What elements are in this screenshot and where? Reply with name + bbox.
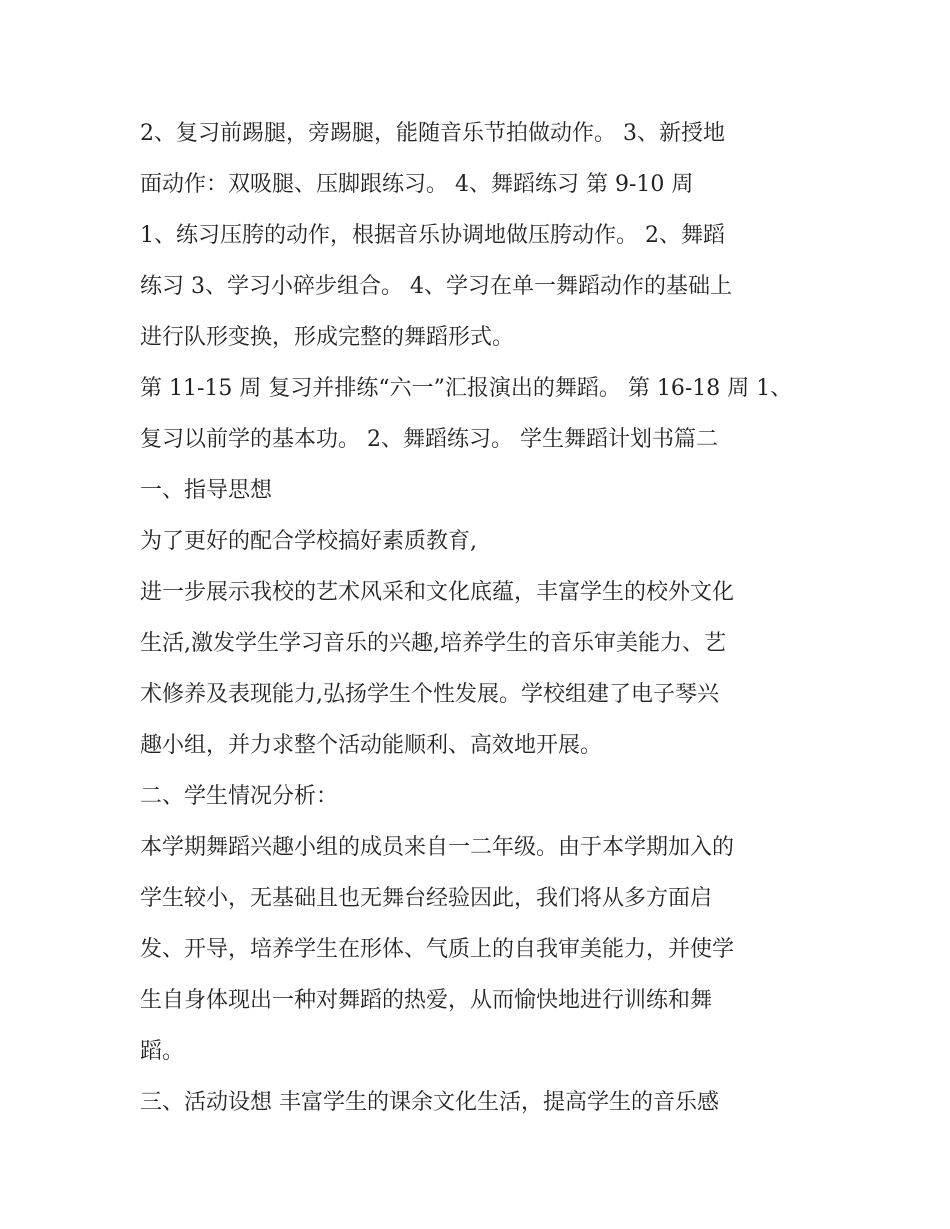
text-line: 进行队形变换，形成完整的舞蹈形式。 (140, 325, 515, 350)
section-heading: 二、学生情况分析： (140, 784, 339, 809)
section-heading: 一、指导思想 (140, 478, 273, 503)
text-line: 面动作：双吸腿、压脚跟练习。 4、舞蹈练习 第 9-10 周 (140, 172, 694, 197)
text-line: 趣小组，并力求整个活动能顺利、高效地开展。 (140, 733, 603, 758)
text-line: 蹈。 (140, 1039, 185, 1064)
text-line: 学生较小，无基础且也无舞台经验因此，我们将从多方面启 (140, 886, 713, 911)
text-line: 术修养及表现能力,弘扬学生个性发展。学校组建了电子琴兴 (140, 682, 719, 707)
text-line: 生自身体现出一种对舞蹈的热爱，从而愉快地进行训练和舞 (140, 988, 713, 1013)
text-line: 生活,激发学生学习音乐的兴趣,培养学生的音乐审美能力、艺 (140, 631, 726, 656)
text-line: 1、练习压胯的动作，根据音乐协调地做压胯动作。 2、舞蹈 (140, 223, 725, 248)
document-body (140, 108, 820, 1128)
text-line: 发、开导，培养学生在形体、气质上的自我审美能力，并使学 (140, 937, 735, 962)
text-line: 为了更好的配合学校搞好素质教育, (140, 529, 477, 554)
text-line: 第 11-15 周 复习并排练“六一”汇报演出的舞蹈。 第 16-18 周 1、 (140, 376, 793, 401)
text-line: 进一步展示我校的艺术风采和文化底蕴，丰富学生的校外文化 (140, 580, 735, 605)
text-line: 2、复习前踢腿，旁踢腿，能随音乐节拍做动作。 3、新授地 (140, 121, 725, 146)
text-line: 练习 3、学习小碎步组合。 4、学习在单一舞蹈动作的基础上 (140, 274, 732, 299)
section-heading: 三、活动设想 丰富学生的课余文化生活，提高学生的音乐感 (140, 1090, 719, 1115)
text-line: 本学期舞蹈兴趣小组的成员来自一二年级。由于本学期加入的 (140, 835, 735, 860)
text-line: 复习以前学的基本功。 2、舞蹈练习。 学生舞蹈计划书篇二 (140, 427, 718, 452)
